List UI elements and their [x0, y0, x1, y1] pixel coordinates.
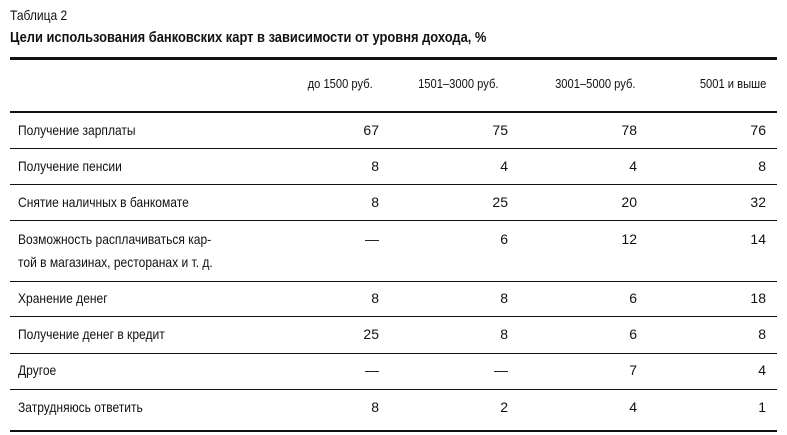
cell-value: 8 [500, 326, 508, 342]
table-row [10, 317, 777, 354]
cell-value: 4 [758, 362, 766, 378]
cell-value: 78 [621, 122, 637, 138]
cell-value: 25 [492, 194, 508, 210]
table-row [10, 185, 777, 221]
cell-value: 7 [629, 362, 637, 378]
cell-value: 8 [371, 194, 379, 210]
cell-value: 76 [750, 122, 766, 138]
table-row [10, 113, 777, 149]
cell-value: 67 [363, 122, 379, 138]
cell-value: 12 [621, 231, 637, 247]
cell-value: 1 [758, 399, 766, 415]
column-header: 5001 и выше [699, 76, 766, 91]
cell-value: 4 [629, 158, 637, 174]
top-rule [10, 57, 777, 60]
row-label: Получение пенсии [18, 158, 122, 174]
cell-value: 8 [371, 399, 379, 415]
row-label: Получение денег в кредит [18, 326, 165, 342]
column-header: 1501–3000 руб. [417, 76, 498, 91]
cell-value: 75 [492, 122, 508, 138]
column-header: 3001–5000 руб. [554, 76, 635, 91]
cell-value: 4 [500, 158, 508, 174]
cell-value: 8 [371, 158, 379, 174]
table-row [10, 282, 777, 317]
row-label: Хранение денег [18, 290, 108, 306]
row-label: Затрудняюсь ответить [18, 399, 143, 415]
row-label: Другое [18, 362, 57, 378]
table-title: Цели использования банковских карт в зависимости от уровня дохода, % [10, 29, 487, 46]
cell-value: 14 [750, 231, 766, 247]
cell-value: 20 [621, 194, 637, 210]
row-label: той в магазинах, ресторанах и т. д. [18, 254, 213, 270]
column-header: до 1500 руб. [307, 76, 373, 91]
cell-value: 8 [371, 290, 379, 306]
cell-value: 18 [750, 290, 766, 306]
table-caption-label: Таблица 2 [10, 7, 68, 23]
row-label: Получение зарплаты [18, 122, 136, 138]
cell-value: 2 [500, 399, 508, 415]
cell-value: — [365, 231, 379, 247]
cell-value: 8 [500, 290, 508, 306]
cell-value: 6 [500, 231, 508, 247]
cell-value: 32 [750, 194, 766, 210]
cell-value: — [494, 362, 508, 378]
table-row [10, 221, 777, 282]
table-row [10, 390, 777, 432]
cell-value: 8 [758, 326, 766, 342]
cell-value: — [365, 362, 379, 378]
table-row [10, 149, 777, 185]
row-label: Возможность расплачиваться кар- [18, 231, 212, 247]
row-label: Снятие наличных в банкомате [18, 194, 189, 210]
cell-value: 6 [629, 326, 637, 342]
cell-value: 6 [629, 290, 637, 306]
table-row [10, 354, 777, 390]
cell-value: 8 [758, 158, 766, 174]
cell-value: 4 [629, 399, 637, 415]
cell-value: 25 [363, 326, 379, 342]
